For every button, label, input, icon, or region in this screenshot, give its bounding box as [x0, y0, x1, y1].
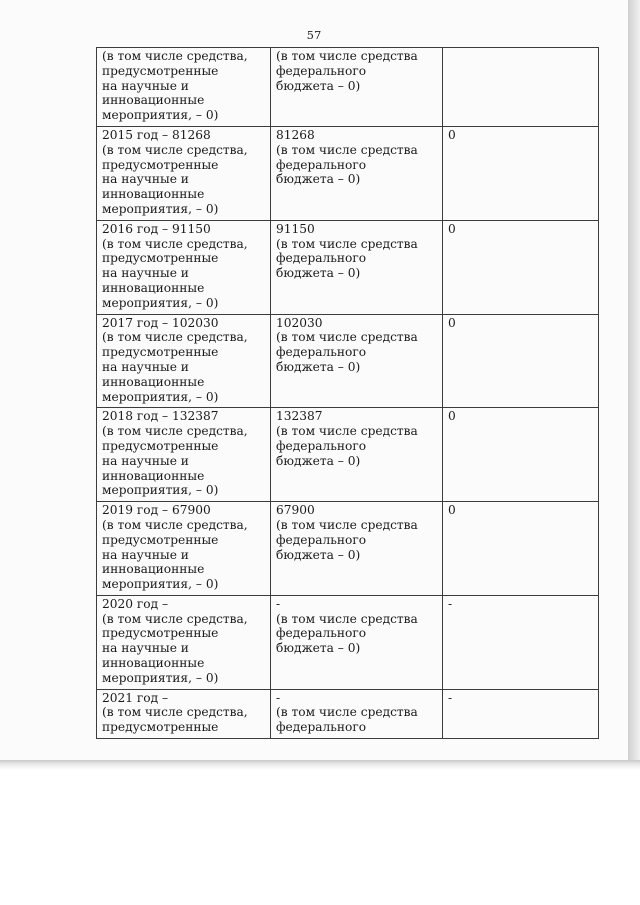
table-row — [97, 126, 599, 220]
cell-federal-budget: - (в том числе средства федерального — [271, 689, 443, 738]
cell-year-total: 2015 год – 81268 (в том числе средства, предусмотренные на научные и инновационные мероприятия, – 0) — [97, 126, 271, 220]
cell-other-sources: 0 — [443, 126, 599, 220]
cell-year-total: 2017 год – 102030 (в том числе средства, предусмотренные на научные и инновационные мероприятия, – 0) — [97, 314, 271, 408]
cell-year-total: (в том числе средства, предусмотренные на научные и инновационные мероприятия, – 0) — [97, 48, 271, 127]
cell-other-sources: - — [443, 595, 599, 689]
table-row — [97, 314, 599, 408]
table-row — [97, 502, 599, 596]
cell-year-total: 2018 год – 132387 (в том числе средства, предусмотренные на научные и инновационные мероприятия, – 0) — [97, 408, 271, 502]
cell-year-total: 2016 год – 91150 (в том числе средства, предусмотренные на научные и инновационные мероприятия, – 0) — [97, 220, 271, 314]
cell-federal-budget: 102030 (в том числе средства федерального бюджета – 0) — [271, 314, 443, 408]
page-number: 57 — [306, 28, 322, 42]
cell-year-total: 2020 год – (в том числе средства, предусмотренные на научные и инновационные мероприятия, – 0) — [97, 595, 271, 689]
cell-federal-budget: 81268 (в том числе средства федерального бюджета – 0) — [271, 126, 443, 220]
cell-other-sources: 0 — [443, 408, 599, 502]
cell-year-total: 2019 год – 67900 (в том числе средства, предусмотренные на научные и инновационные мероприятия, – 0) — [97, 502, 271, 596]
cell-federal-budget: 91150 (в том числе средства федерального бюджета – 0) — [271, 220, 443, 314]
table-row — [97, 595, 599, 689]
cell-federal-budget: 132387 (в том числе средства федерального бюджета – 0) — [271, 408, 443, 502]
cell-other-sources: - — [443, 689, 599, 738]
page-edge-shadow — [0, 760, 640, 770]
table-row — [97, 220, 599, 314]
cell-federal-budget: (в том числе средства федерального бюджета – 0) — [271, 48, 443, 127]
table-row — [97, 408, 599, 502]
funding-table — [96, 47, 599, 739]
cell-other-sources: 0 — [443, 502, 599, 596]
cell-other-sources: 0 — [443, 220, 599, 314]
table-row — [97, 689, 599, 738]
cell-federal-budget: 67900 (в том числе средства федерального бюджета – 0) — [271, 502, 443, 596]
table-row — [97, 48, 599, 127]
cell-other-sources: 0 — [443, 314, 599, 408]
page-edge-shadow — [628, 0, 640, 770]
cell-other-sources — [443, 48, 599, 127]
cell-federal-budget: - (в том числе средства федерального бюджета – 0) — [271, 595, 443, 689]
cell-year-total: 2021 год – (в том числе средства, предусмотренные — [97, 689, 271, 738]
